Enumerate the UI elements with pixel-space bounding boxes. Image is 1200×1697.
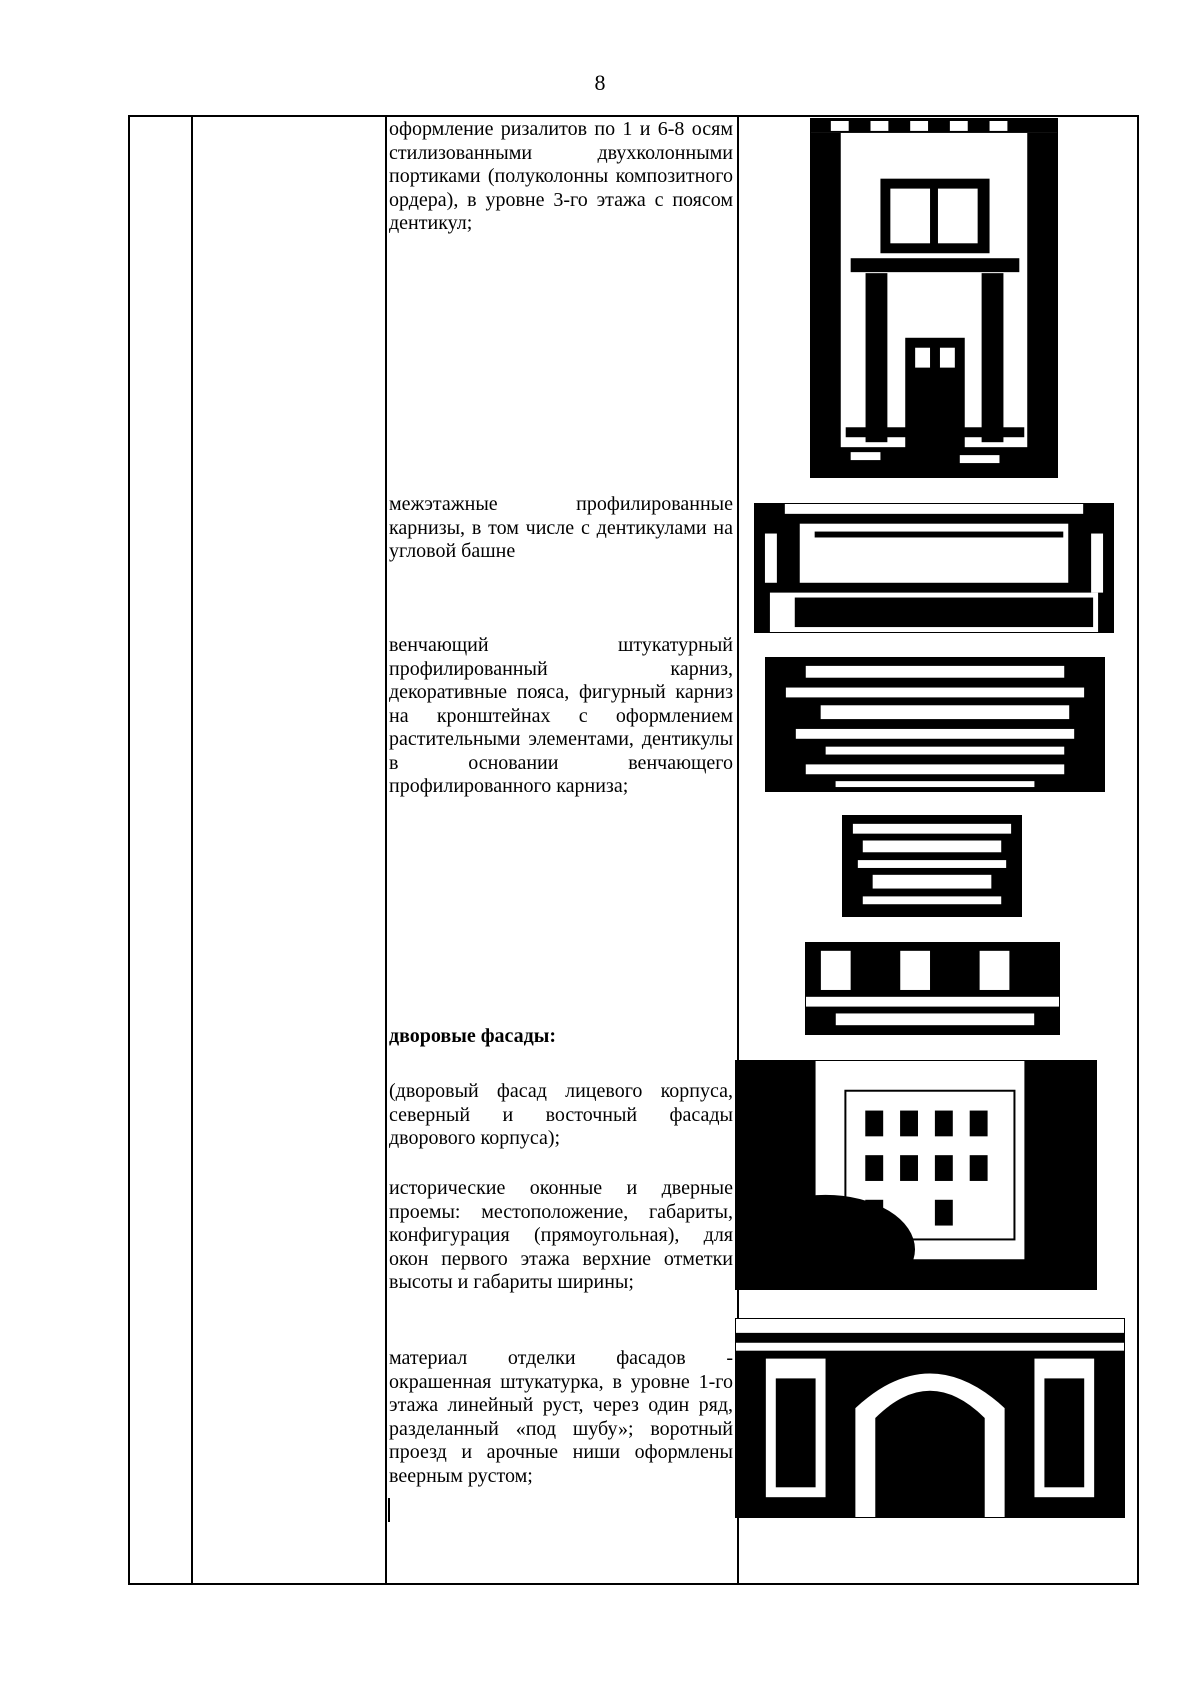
section-heading: дворовые фасады: [389, 1025, 557, 1047]
cornice-photo [754, 503, 1114, 633]
table-cell-text: межэтажные профилированные карнизы, в том числе с дентикулами на угловой башне [389, 493, 733, 562]
table-cell-text: оформление ризалитов по 1 и 6-8 осям стилизованными двухколонными портиками (полуколонны композитного ордера), в уровне 3-го этажа с поясом дентикул; [389, 118, 733, 234]
facade-fragment-photo [805, 942, 1060, 1035]
cornice-detail-photo [842, 815, 1022, 917]
page-number: 8 [594, 70, 606, 95]
crowning-cornice-photo [765, 657, 1105, 792]
column-divider [385, 115, 387, 1585]
column-divider [191, 115, 193, 1585]
facade-portico-photo [810, 118, 1058, 478]
text-cursor [388, 1498, 390, 1522]
courtyard-photo [735, 1060, 1097, 1290]
table-cell-text: материал отделки фасадов - окрашенная штукатурка, в уровне 1-го этажа линейный руст, через один ряд, разделанный «под шубу»; воротный проезд и арочные ниши оформлены веерным рустом; [389, 1347, 733, 1487]
table-cell-text: венчающий штукатурный профилированный карниз, декоративные пояса, фигурный карниз на кронштейнах с оформлением растительными элементами, дентикулы в основании венчающего профилированного карниза; [389, 634, 733, 797]
table-cell-text: исторические оконные и дверные проемы: местоположение, габариты, конфигурация (прямоугольная), для окон первого этажа верхние отметки высоты и габариты ширины; [389, 1177, 733, 1293]
gateway-arch-photo [735, 1318, 1125, 1518]
table-cell-text: (дворовый фасад лицевого корпуса, северный и восточный фасады дворового корпуса); [389, 1080, 733, 1149]
